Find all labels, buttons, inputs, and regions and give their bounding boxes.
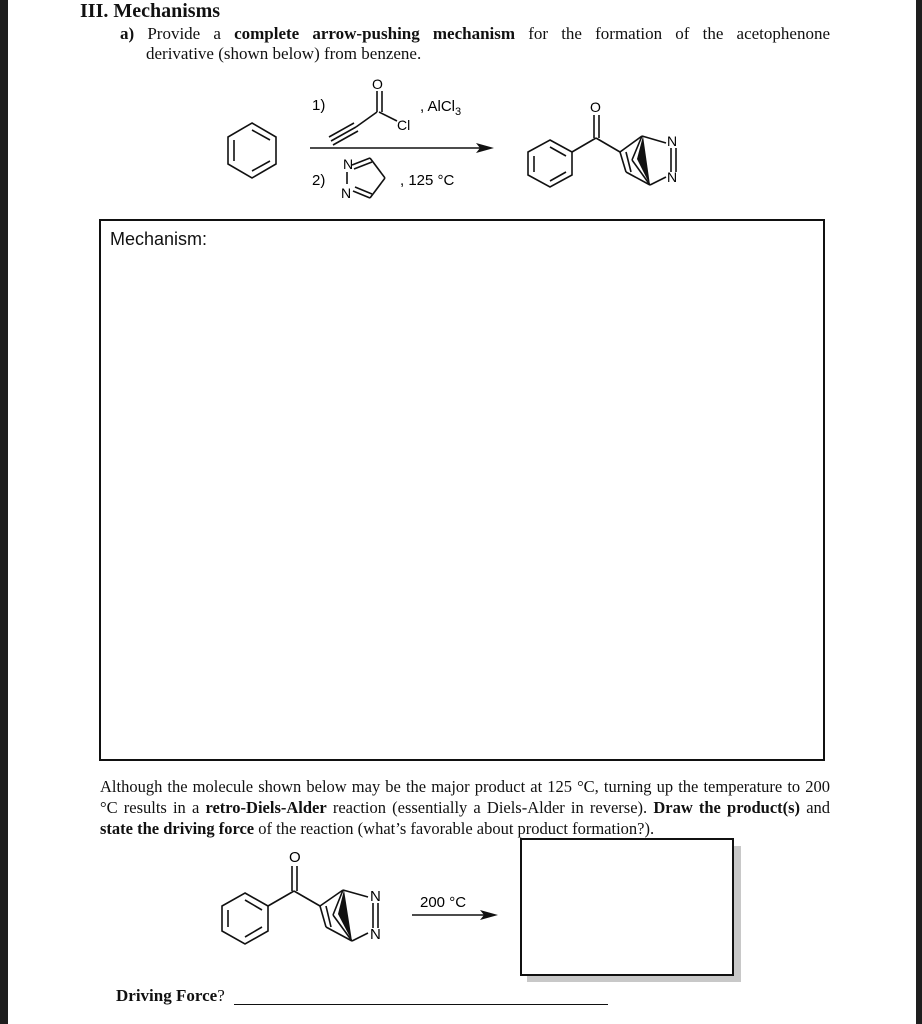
product-answer-box[interactable] [520,838,734,976]
step1-alcl3: , AlCl$_3$ [420,98,462,118]
butynoyl-chloride-structure [329,91,397,145]
question-a-text-2: for the formation of the acetophenone [528,24,830,43]
reaction-arrow-2 [412,910,498,920]
driving-force-label: Driving Force [116,986,218,1005]
reagent2-nitrogen-2: N [341,185,352,201]
paragraph-text-2: reaction (essentially a Diels-Alder in reverse). [332,798,648,817]
question-a-bold-1: complete arrow-pushing mechanism [234,24,516,43]
step1-label: 1) [312,97,326,114]
driving-force-prompt [116,986,225,1006]
section-title: III. Mechanisms [80,0,221,22]
reagent1-chlorine: Cl [397,117,411,133]
paragraph-text-1: Although the molecule shown below may be the major product at 125 °C, turning up the temperature to 200 °C results in a [100,777,830,817]
benzene-molecule [228,123,276,178]
step2-label: 2) [312,172,326,189]
scheme2-reactant-nitrogen-1: N [370,888,381,905]
scheme2-reactant-molecule [222,866,378,944]
driving-force-answer-line[interactable] [234,1004,608,1005]
paragraph-bold-driving-force: state the driving force [100,819,255,838]
mechanism-label: Mechanism: [110,229,208,249]
product-nitrogen-1: N [667,133,678,149]
scheme2-reactant-nitrogen-2: N [370,926,381,943]
reaction-arrow-1 [310,143,494,153]
reagent2-nitrogen-1: N [343,156,354,172]
question-a-label: a) [120,24,135,43]
paragraph-bold-retro-diels-alder: retro-Diels-Alder [205,798,327,817]
paragraph-text-3: and [806,798,831,817]
reaction-scheme-2 [0,835,922,985]
reagent1-oxygen: O [372,76,383,92]
product-oxygen: O [590,99,601,115]
paragraph-bold-draw-products: Draw the product(s) [653,798,801,817]
question-a-text-1: Provide a [147,24,221,43]
product-nitrogen-2: N [667,169,678,185]
step2-condition: , 125 °C [400,172,455,189]
scheme2-reactant-oxygen: O [289,849,301,866]
paragraph-text-4: of the reaction (what’s favorable about product formation?). [258,819,655,838]
reaction-scheme-1 [0,0,922,220]
product-molecule [528,115,676,187]
scheme2-condition: 200 °C [420,894,467,911]
retro-diels-alder-paragraph [100,776,830,839]
question-a-line-2: derivative (shown below) from benzene. [146,44,422,63]
driving-force-suffix: ? [217,986,225,1005]
mechanism-answer-box[interactable] [99,219,825,761]
